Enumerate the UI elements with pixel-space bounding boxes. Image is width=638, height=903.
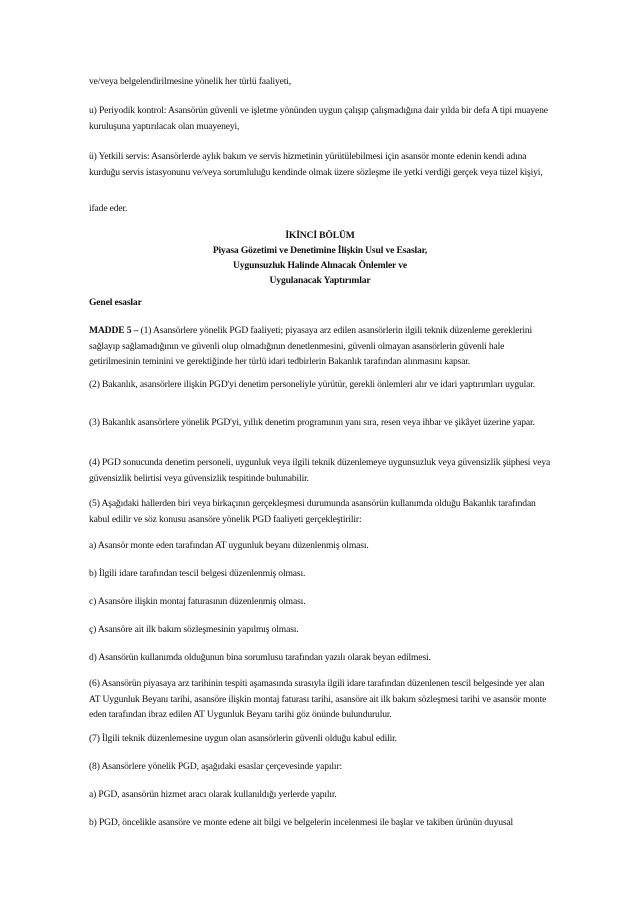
paragraph-closing: ifade eder. — [89, 203, 128, 214]
list-item-a: a) Asansör monte eden tarafından AT uygunluk beyanı düzenlenmiş olması. — [89, 540, 369, 551]
list-item-8b: b) PGD, öncelikle asansöre ve monte edene ait bilgi ve belgelerin incelenmesi ile başlar ve takiben ürünün duyusal — [89, 817, 514, 828]
paragraph: ve/veya belgelendirilmesine yönelik her türlü faaliyeti, — [89, 76, 292, 87]
article-5-paragraph-7: (7) İlgili teknik düzenlemesine uygun olan asansörlerin güvenli olduğu kabul edilir. — [89, 733, 397, 744]
list-item-8a: a) PGD, asansörün hizmet aracı olarak kullanıldığı yerlerde yapılır. — [89, 789, 337, 800]
paragraph-u-authorized-service: ü) Yetkili servis: Asansörlerde aylık bakım ve servis hizmetinin yürütülebilmesi için asansör monte edenin kendi adına kurduğu servis istasyonunu ve/veya sorumluluğu kendinde olmak üzere sözleşme ile yetki verdiği gerçek veya tüzel kişiyi, — [89, 151, 543, 178]
section-subtitle-line-3: Uygulanacak Yaptırımlar — [269, 275, 371, 286]
list-item-c-cedilla: ç) Asansöre ait ilk bakım sözleşmesinin yapılmış olması. — [89, 624, 299, 635]
article-5-paragraph-4: (4) PGD sonucunda denetim personeli, uygunluk veya ilgili teknik düzenlemeye uygunsuzluk veya güvensizlik şüphesi veya güvensizlik belirtisi veya güvensizlik tespitinde bulunabilir. — [89, 457, 551, 484]
list-item-b: b) İlgili idare tarafından tescil belgesi düzenlenmiş olması. — [89, 568, 306, 579]
article-5-paragraph-2: (2) Bakanlık, asansörlere ilişkin PGD'yi denetim personeliyle yürütür, gerekli önlemleri alır ve idari yaptırımları uygular. — [89, 379, 536, 390]
list-item-c: c) Asansöre ilişkin montaj faturasının düzenlenmiş olması. — [89, 596, 306, 607]
heading-general-principles: Genel esaslar — [89, 297, 142, 308]
section-subtitle-line-1: Piyasa Gözetimi ve Denetimine İlişkin Usul ve Esaslar, — [212, 245, 428, 256]
article-5-paragraph-1 — [89, 323, 551, 370]
article-5-paragraph-5: (5) Aşağıdaki hallerden biri veya birkaçının gerçekleşmesi durumunda asansörün kullanımda olduğu Bakanlık tarafından kabul edilir ve söz konusu asansöre yönelik PGD faaliyeti gerçekleştirilir: — [89, 498, 536, 525]
article-5-paragraph-3: (3) Bakanlık asansörlere yönelik PGD'yi, yıllık denetim programının yanı sıra, resen veya ihbar ve şikâyet üzerine yapar. — [89, 417, 535, 428]
article-label: MADDE 5 – — [89, 325, 139, 336]
article-text: (1) Asansörlere yönelik PGD faaliyeti; piyasaya arz edilen asansörlerin ilgili teknik düzenleme gereklerini sağlayıp sağlamadığının ve güvenli olup olmadığının denetlenmesini, güvenli olmayan asansörlerin güvenli hale getirilmesinin teminini ve gerektiğinde her türlü idari tedbirlerin Bakanlık tarafından alınmasını kapsar. — [89, 325, 533, 367]
article-5-paragraph-8: (8) Asansörlere yönelik PGD, aşağıdaki esaslar çerçevesinde yapılır: — [89, 761, 343, 772]
section-title: İKİNCİ BÖLÜM — [285, 230, 355, 241]
paragraph-u-periodic-control: u) Periyodik kontrol: Asansörün güvenli ve işletme yönünden uygun çalışıp çalışmadığına dair yılda bir defa A tipi muayene kuruluşuna yaptırılacak olan muayeneyi, — [89, 105, 548, 132]
section-subtitle-line-2: Uygunsuzluk Halinde Alınacak Önlemler ve — [233, 260, 407, 271]
list-item-d: d) Asansörün kullanımda olduğunun bina sorumlusu tarafından yazılı olarak beyan edilmesi. — [89, 652, 431, 663]
article-5-paragraph-6: (6) Asansörün piyasaya arz tarihinin tespiti aşamasında sırasıyla ilgili idare tarafından düzenlenen tescil belgesinde yer alan AT Uygunluk Beyanı tarihi, asansöre ilişkin montaj faturası tarihi, asansöre ait ilk bakım sözleşmesi tarihi ve asansör monte eden tarafından ibraz edilen AT Uygunluk Beyanı tarihi göz önünde bulundurulur. — [89, 678, 547, 720]
